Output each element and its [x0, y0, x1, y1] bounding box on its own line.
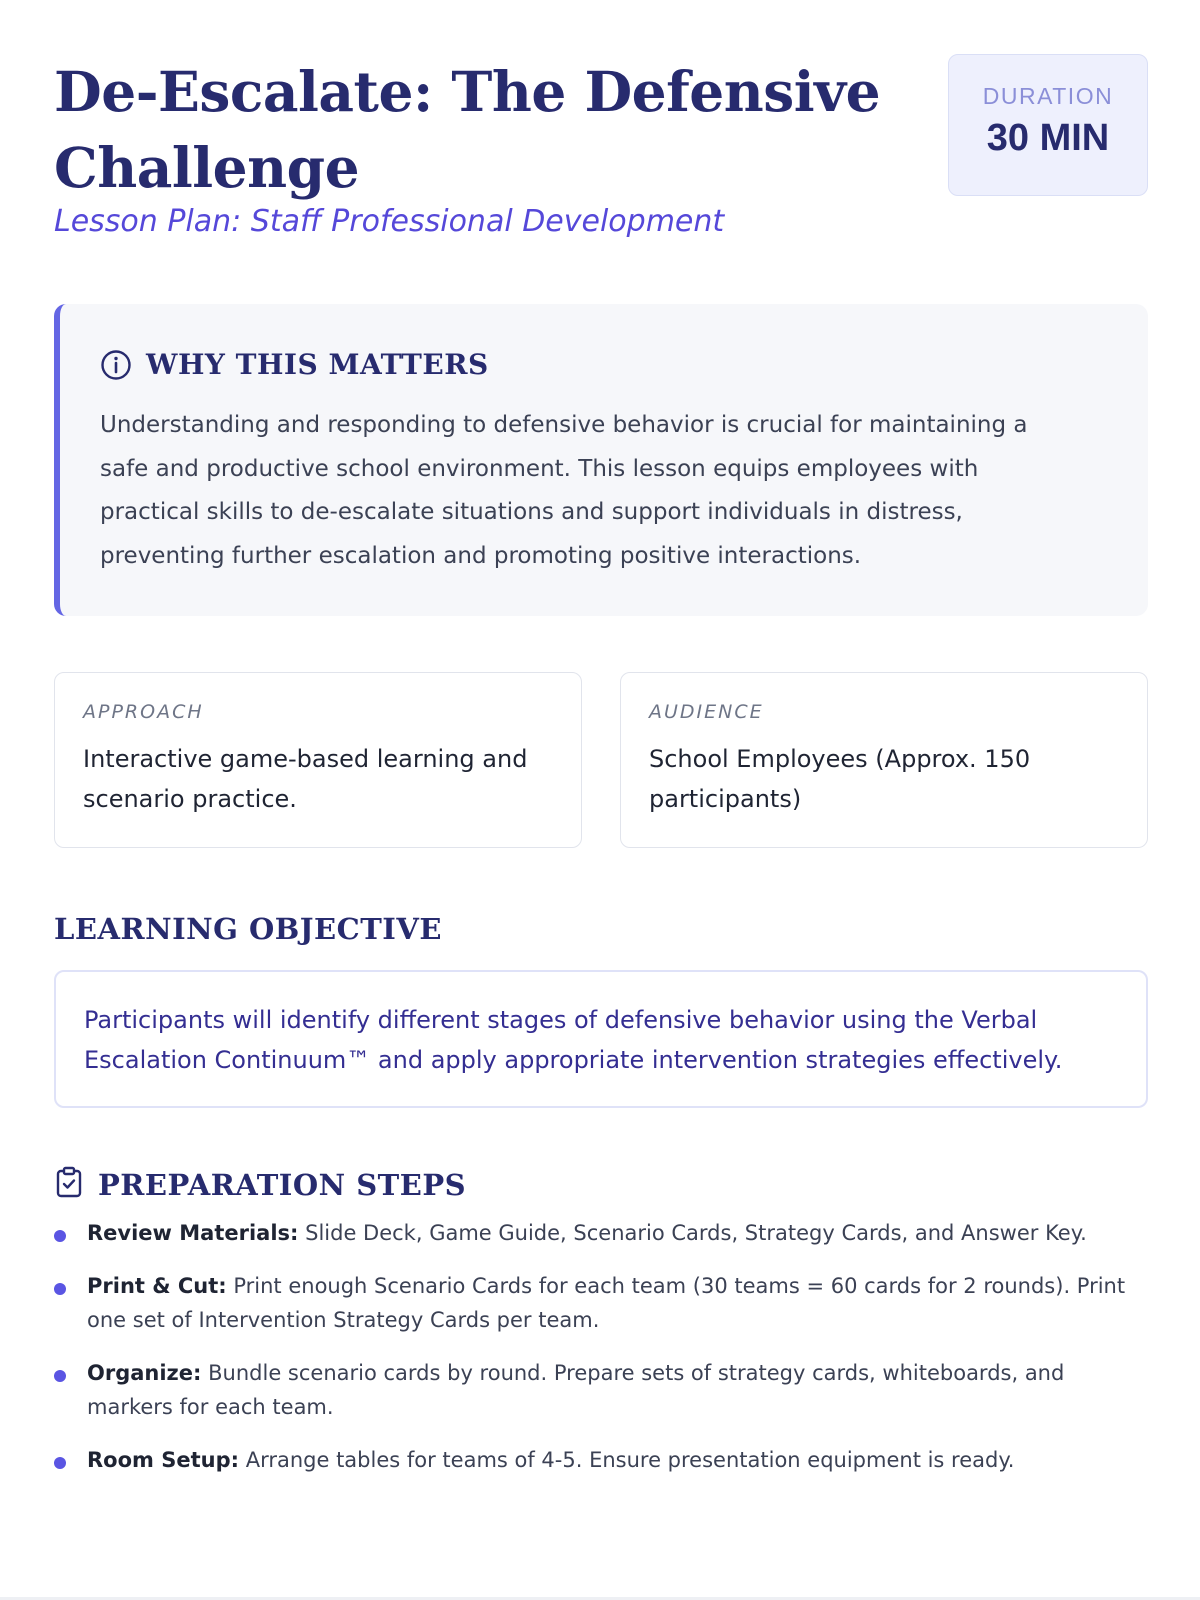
- duration-badge: [948, 54, 1148, 196]
- audience-label: AUDIENCE: [649, 701, 764, 723]
- why-this-matters-panel: [54, 304, 1148, 616]
- step-text: Arrange tables for teams of 4-5. Ensure presentation equipment is ready.: [245, 1448, 1015, 1472]
- audience-text: School Employees (Approx. 150 participants): [649, 745, 1031, 813]
- list-item: [54, 1443, 1148, 1477]
- page-subtitle: Lesson Plan: Staff Professional Development: [54, 204, 725, 239]
- bullet-icon: [54, 1370, 66, 1382]
- why-body-text: Understanding and responding to defensive behavior is crucial for maintaining a safe and productive school environment. This lesson equips employees with practical skills to de-escalate situations and support individuals in distress, preventing further escalation and promoting positive interactions.: [100, 412, 1028, 569]
- list-item: [54, 1269, 1148, 1337]
- bullet-icon: [54, 1457, 66, 1469]
- step-label: Print & Cut:: [87, 1274, 227, 1298]
- duration-value: 30 MIN: [986, 117, 1110, 159]
- approach-label: APPROACH: [83, 701, 204, 723]
- lesson-plan-page: [54, 54, 1148, 1472]
- list-item: [54, 1216, 1148, 1250]
- list-item: [54, 1356, 1148, 1424]
- step-text: Bundle scenario cards by round. Prepare sets of strategy cards, whiteboards, and markers for each team.: [87, 1361, 1065, 1419]
- header: [54, 54, 1148, 244]
- info-cards: [54, 672, 1148, 848]
- step-label: Review Materials:: [87, 1221, 299, 1245]
- bullet-icon: [54, 1283, 66, 1295]
- learning-objective-title: LEARNING OBJECTIVE: [54, 912, 442, 946]
- why-heading: [100, 348, 489, 381]
- preparation-steps-list: [54, 1216, 1148, 1496]
- approach-text: Interactive game-based learning and scenario practice.: [83, 745, 528, 813]
- why-title: WHY THIS MATTERS: [146, 348, 489, 381]
- step-label: Organize:: [87, 1361, 202, 1385]
- info-circle-icon: [100, 349, 132, 381]
- learning-objective-text: Participants will identify different stages of defensive behavior using the Verbal Escalation Continuum™ and apply appropriate intervention strategies effectively.: [84, 1006, 1063, 1074]
- duration-label: DURATION: [982, 83, 1114, 109]
- page-title: De-Escalate: The Defensive Challenge: [54, 59, 881, 200]
- step-text: Slide Deck, Game Guide, Scenario Cards, Strategy Cards, and Answer Key.: [305, 1221, 1087, 1245]
- preparation-title: PREPARATION STEPS: [98, 1167, 467, 1202]
- preparation-heading: [54, 1166, 466, 1203]
- step-text: Print enough Scenario Cards for each team (30 teams = 60 cards for 2 rounds). Print one set of Intervention Strategy Cards per team.: [87, 1274, 1126, 1332]
- bullet-icon: [54, 1230, 66, 1242]
- step-label: Room Setup:: [87, 1448, 240, 1472]
- approach-card: [54, 672, 582, 848]
- audience-card: [620, 672, 1148, 848]
- clipboard-check-icon: [54, 1166, 84, 1203]
- learning-objective-box: [54, 970, 1148, 1108]
